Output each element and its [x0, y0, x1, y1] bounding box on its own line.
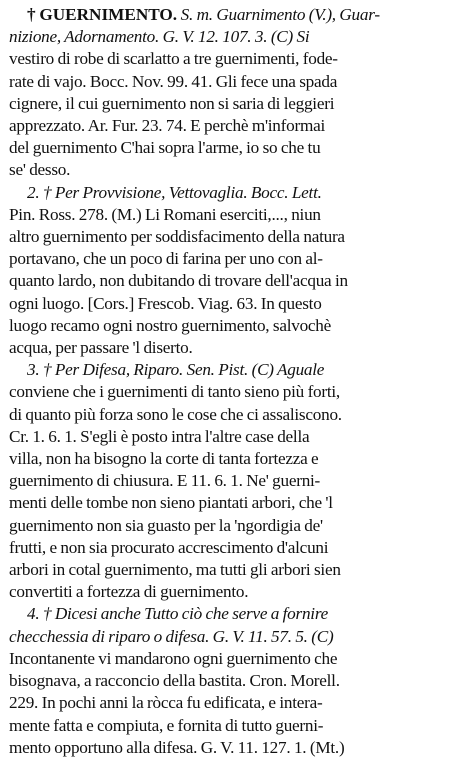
sense-2-line: 2. † Per Provvisione, Vettovaglia. Bocc. Lett. [27, 182, 322, 202]
entry-line: conviene che i guernimenti di tanto sieno più forti, [9, 382, 340, 402]
entry-line: Cr. 1. 6. 1. S'egli è posto intra l'altre case della [9, 426, 310, 446]
entry-line: menti delle tombe non sieno piantati arbori, che 'l [9, 493, 333, 513]
sense-3-line: 3. † Per Difesa, Riparo. Sen. Pist. (C) Aguale [27, 360, 325, 380]
entry-line: vestiro di robe di scarlatto a tre guernimenti, fode- [9, 49, 338, 69]
entry-line: Incontanente vi mandarono ogni guernimento che [9, 648, 338, 668]
entry-line: rate di vajo. Bocc. Nov. 99. 41. Gli fece una spada [9, 71, 338, 91]
entry-line: apprezzato. Ar. Fur. 23. 74. E perchè m'informai [9, 116, 325, 136]
grammar-definition: S. m. Guarnimento (V.), Guar- [180, 5, 380, 24]
entry-line: arbori in cotal guernimento, ma tutti gli arbori sien [9, 560, 341, 580]
entry-line: Pin. Ross. 278. (M.) Li Romani eserciti,..., niun [9, 204, 321, 224]
entry-line: cignere, il cui guernimento non si saria di leggieri [9, 93, 335, 113]
entry-line: nizione, Adornamento. G. V. 12. 107. 3. (C) Si [9, 27, 310, 47]
entry-line [9, 4, 460, 26]
entry-line: 229. In pochi anni la ròcca fu edificata, e intera- [9, 693, 323, 713]
entry-line: se' desso. [9, 160, 71, 180]
entry-line: del guernimento C'hai sopra l'arme, io so che tu [9, 138, 321, 158]
entry-line: checchessia di riparo o difesa. G. V. 11. 57. 5. (C) [9, 626, 334, 646]
sense-4-line: 4. † Dicesi anche Tutto ciò che serve a fornire [27, 604, 329, 624]
entry-line: guernimento non sia guasto per la 'ngordigia de' [9, 515, 323, 535]
entry-line: acqua, per passare 'l diserto. [9, 338, 193, 358]
entry-line: convertiti a fortezza di guernimento. [9, 582, 249, 602]
entry-line: frutti, e non sia procurato accrescimento d'alcuni [9, 537, 329, 557]
entry-line: villa, non ha bisogno la corte di tanta fortezza e [9, 449, 319, 469]
entry-line: mento opportuno alla difesa. G. V. 11. 127. 1. (Mt.) [9, 737, 345, 757]
headword: † GUERNIMENTO. [27, 5, 178, 24]
entry-line: guernimento di chiusura. E 11. 6. 1. Ne' guerni- [9, 471, 321, 491]
entry-line: di quanto più forza sono le cose che ci assaliscono. [9, 404, 342, 424]
entry-line: altro guernimento per soddisfacimento della natura [9, 227, 345, 247]
entry-line: mente fatta e compiuta, e fornita di tutto guerni- [9, 715, 324, 735]
entry-line: bisognava, a racconcio della bastita. Cron. Morell. [9, 671, 340, 691]
entry-line: ogni luogo. [Cors.] Frescob. Viag. 63. In questo [9, 293, 322, 313]
entry-line: quanto lardo, non dubitando di trovare dell'acqua in [9, 271, 348, 291]
entry-line: portavano, che un poco di farina per uno con al- [9, 249, 323, 269]
dictionary-entry-guernimento [9, 4, 460, 759]
entry-line: luogo recamo ogni nostro guernimento, salvochè [9, 315, 332, 335]
